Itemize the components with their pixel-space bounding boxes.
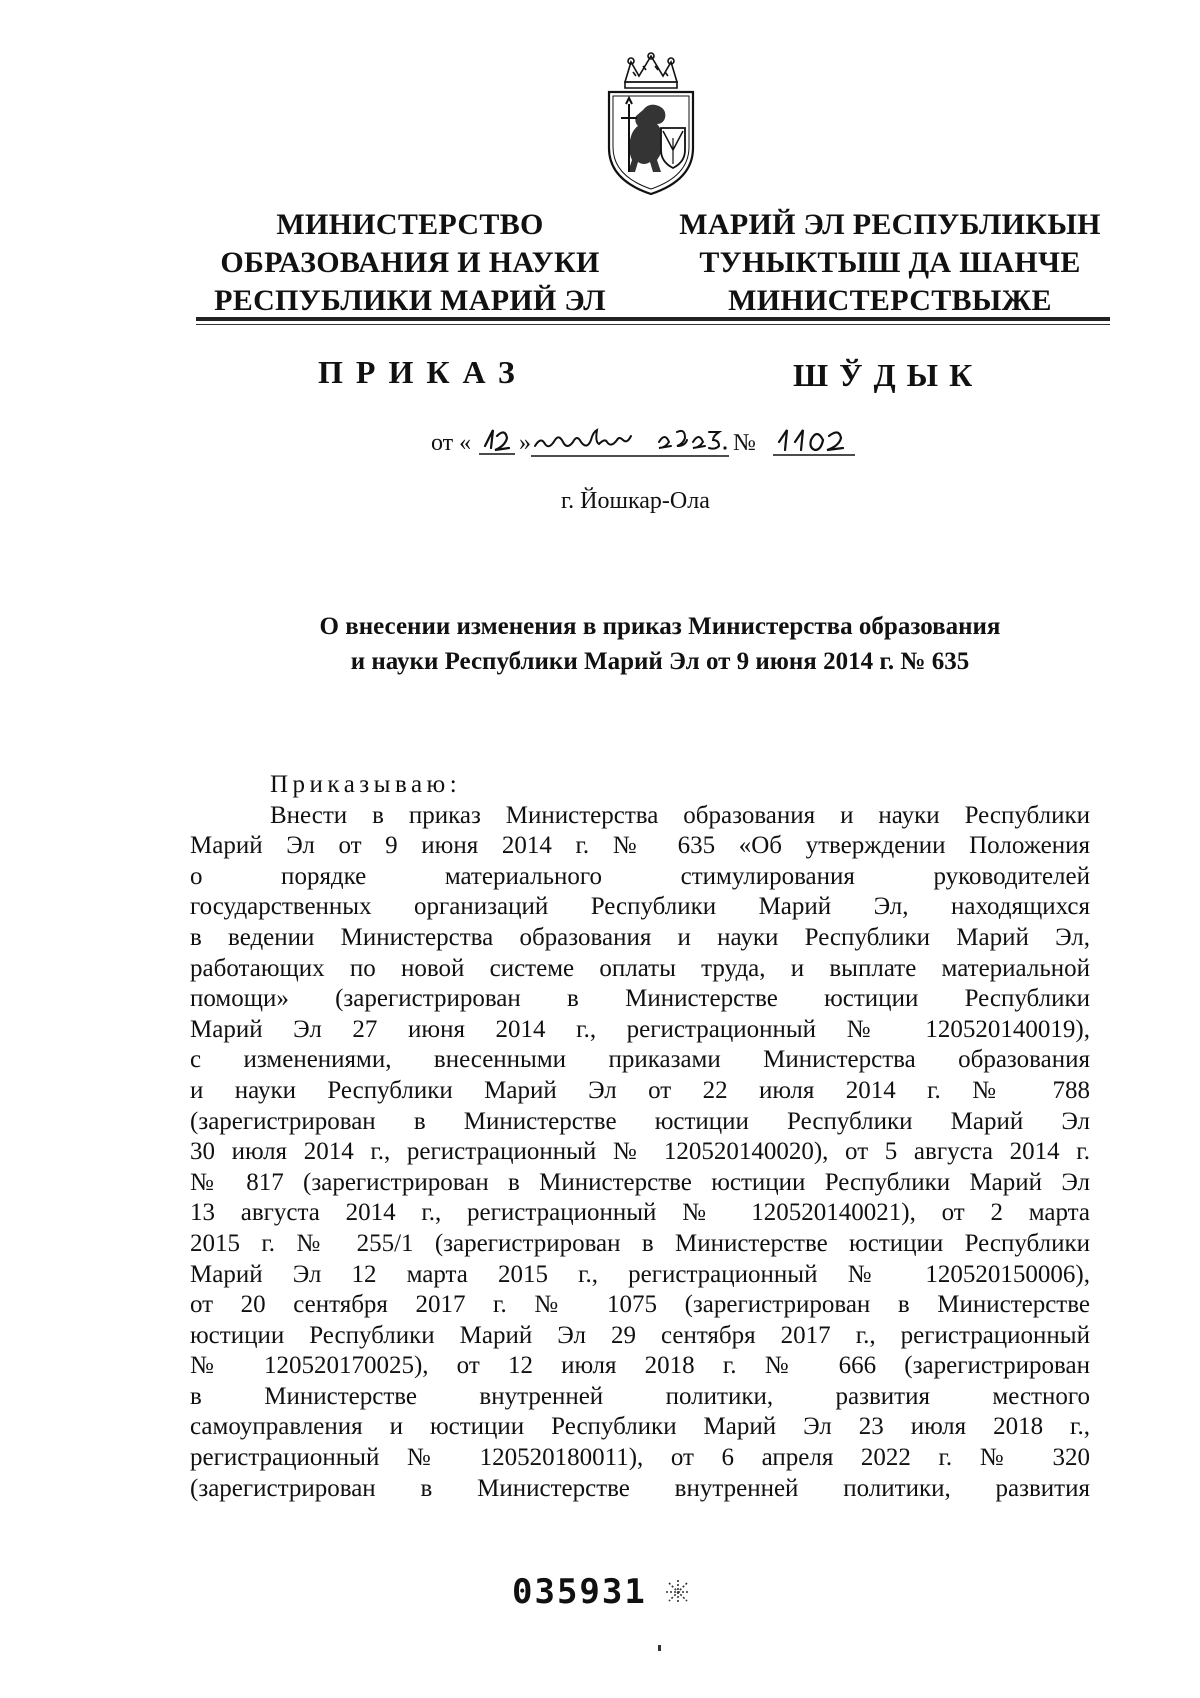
body-line: в Министерстве внутренней политики, развития местного — [190, 1382, 1090, 1410]
body-line: Марий Эл 27 июня 2014 г., регистрационный № 120520140019), — [190, 1015, 1090, 1043]
ministry-name-ru-line: ОБРАЗОВАНИЯ И НАУКИ — [220, 246, 600, 279]
number-label: № — [733, 430, 756, 456]
body-line: Внести в приказ Министерства образования и науки Республики — [270, 801, 1090, 829]
body-line: Марий Эл от 9 июня 2014 г. № 635 «Об утверждении Положения — [190, 832, 1090, 860]
document-body — [190, 770, 1090, 1504]
body-line: (зарегистрирован в Министерстве внутренней политики, развития — [190, 1474, 1090, 1502]
body-line: 2015 г. № 255/1 (зарегистрирован в Министерстве юстиции Республики — [190, 1229, 1090, 1257]
body-line: № 120520170025), от 12 июля 2018 г. № 666 (зарегистрирован — [190, 1352, 1090, 1380]
body-line: самоуправления и юстиции Республики Марий Эл 23 июля 2018 г., — [190, 1413, 1090, 1441]
body-line: помощи» (зарегистрирован в Министерстве юстиции Республики — [190, 985, 1090, 1013]
body-line: работающих по новой системе оплаты труда, и выплате материальной — [190, 954, 1090, 982]
header-divider-thin — [196, 324, 1110, 325]
footer-serial-number: 035931 — [512, 1572, 647, 1612]
ministry-name-ru — [190, 206, 630, 320]
body-line: 30 июля 2014 г., регистрационный № 120520140020), от 5 августа 2014 г. — [190, 1138, 1090, 1166]
ministry-name-ru-line: МИНИСТЕРСТВО — [276, 208, 544, 241]
body-line: юстиции Республики Марий Эл 29 сентября 2017 г., регистрационный — [190, 1321, 1090, 1349]
header-divider-thick — [196, 317, 1110, 321]
doc-type-ru: ПРИКАЗ — [318, 354, 528, 390]
asterisk-icon — [664, 1578, 692, 1606]
handwritten-month-year — [531, 420, 729, 460]
handwritten-number — [773, 422, 855, 460]
ministry-name-mari — [660, 206, 1120, 320]
doc-type-mari: ШЎДЫК — [793, 357, 984, 393]
city-line: г. Йошкар-Ола — [561, 488, 710, 514]
ministry-name-ru-line: РЕСПУБЛИКИ МАРИЙ ЭЛ — [214, 284, 606, 317]
body-line: от 20 сентября 2017 г. № 1075 (зарегистрирован в Министерстве — [190, 1291, 1090, 1319]
body-line: 13 августа 2014 г., регистрационный № 120520140021), от 2 марта — [190, 1199, 1090, 1227]
body-line: о порядке материального стимулирования руководителей — [190, 862, 1090, 890]
body-line: и науки Республики Марий Эл от 22 июля 2014 г. № 788 — [190, 1076, 1090, 1104]
date-close-quote: » — [519, 430, 531, 456]
body-line: № 817 (зарегистрирован в Министерстве юстиции Республики Марий Эл — [190, 1168, 1090, 1196]
body-paragraph — [190, 801, 1090, 1505]
body-line: Марий Эл 12 марта 2015 г., регистрационный № 120520150006), — [190, 1260, 1090, 1288]
date-prefix: от « — [431, 430, 472, 456]
handwritten-day — [479, 424, 515, 458]
body-line: в ведении Министерства образования и науки Республики Марий Эл, — [190, 923, 1090, 951]
ministry-name-mari-line: МИНИСТЕРСТВЫЖЕ — [728, 284, 1052, 317]
body-line: регистрационный № 120520180011), от 6 апреля 2022 г. № 320 — [190, 1444, 1090, 1472]
document-title-line: и науки Республики Марий Эл от 9 июня 2014 г. № 635 — [350, 648, 970, 675]
order-lead: Приказываю: — [270, 771, 462, 798]
body-line: государственных организаций Республики Марий Эл, находящихся — [190, 893, 1090, 921]
body-line: с изменениями, внесенными приказами Министерства образования — [190, 1046, 1090, 1074]
ministry-name-mari-line: ТУНЫКТЫШ ДА ШАНЧЕ — [699, 246, 1081, 279]
coat-of-arms-icon — [603, 52, 699, 198]
ministry-name-mari-line: МАРИЙ ЭЛ РЕСПУБЛИКЫН — [679, 208, 1101, 241]
document-title — [200, 609, 1120, 679]
body-line: (зарегистрирован в Министерстве юстиции Республики Марий Эл — [190, 1107, 1090, 1135]
document-title-line: О внесении изменения в приказ Министерства образования — [319, 613, 1001, 640]
scan-mark — [658, 1645, 661, 1651]
